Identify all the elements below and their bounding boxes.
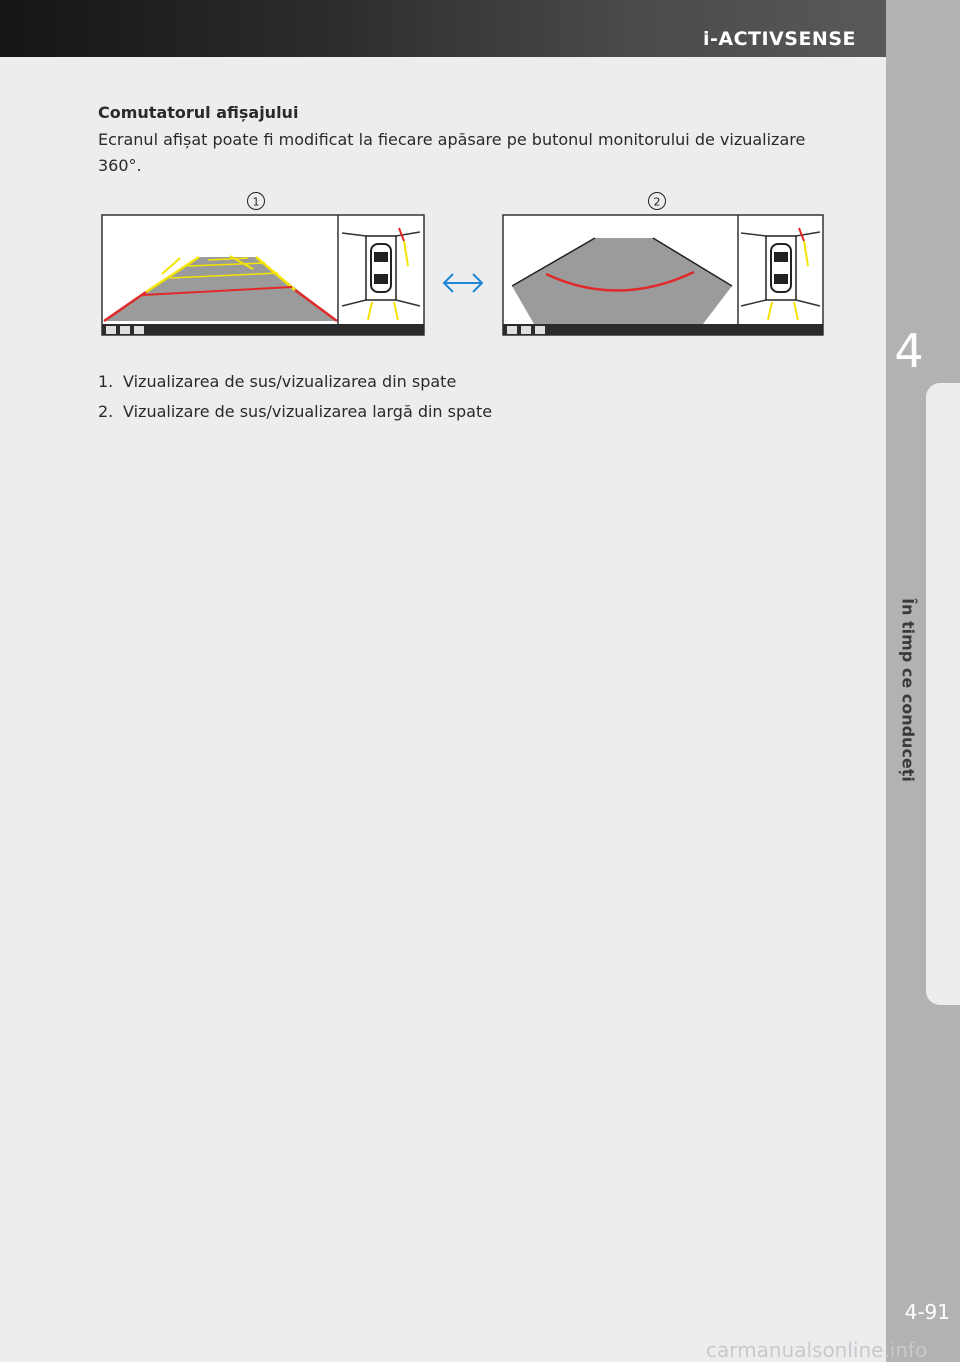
caption-number: 2. [98, 402, 114, 421]
caption-item [98, 397, 492, 427]
callout-1: 1 [252, 195, 260, 209]
caption-text: Vizualizare de sus/vizualizarea largă din spate [123, 402, 493, 421]
section-body: Ecranul afișat poate fi modificat la fiecare apăsare pe butonul monitorului de vizualizare 360°. [98, 130, 806, 175]
car-icon [371, 244, 391, 292]
page-number: 4-91 [904, 1300, 950, 1324]
display-switch-illustration [98, 186, 828, 340]
status-bar [102, 324, 424, 335]
section-heading: Comutatorul afișajului [98, 103, 299, 122]
top-view-panel-2 [741, 224, 820, 320]
chapter-label: În timp ce conduceți [898, 598, 918, 782]
caption-number: 1. [98, 372, 114, 391]
caption-list [98, 367, 492, 427]
screen-top-wide-rear-view [503, 215, 823, 335]
car-icon [771, 244, 791, 292]
screen-top-rear-view [102, 215, 424, 335]
chapter-number: 4 [894, 324, 924, 378]
callout-2: 2 [653, 195, 661, 209]
double-arrow-icon [444, 274, 482, 292]
camera-views-figure [98, 186, 828, 336]
status-bar [503, 324, 823, 335]
top-view-panel [342, 224, 420, 320]
header-title: i-ACTIVSENSE [702, 28, 856, 50]
watermark: carmanualsonline.info [706, 1338, 928, 1362]
caption-text: Vizualizarea de sus/vizualizarea din spate [123, 372, 457, 391]
caption-item [98, 367, 492, 397]
chapter-tab-active [926, 383, 960, 1005]
